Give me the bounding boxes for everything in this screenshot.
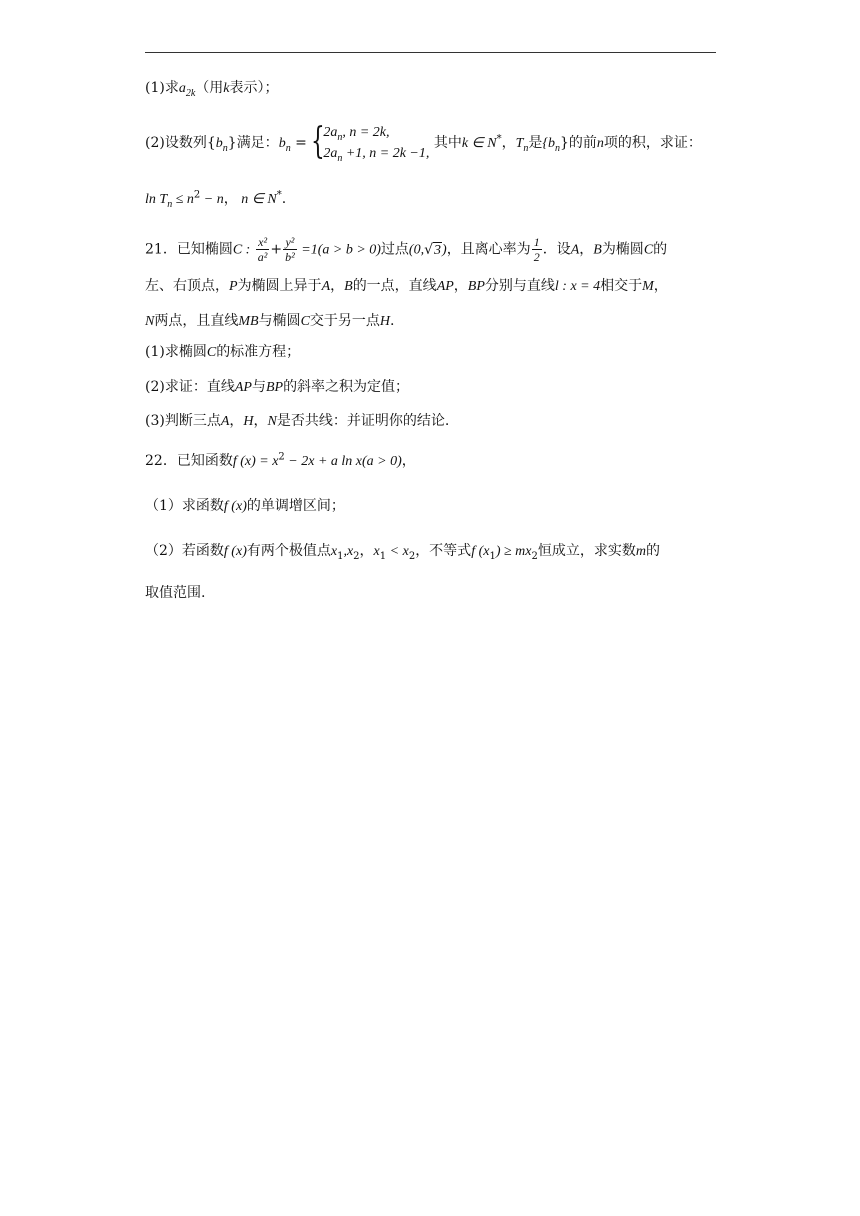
q22-part1: （1）求函数f (x)的单调增区间； bbox=[145, 498, 345, 514]
q20-inequality: $\ln T_n \le n^2 - n$， n ∈ N*. bbox=[145, 189, 287, 210]
q22-part2: （2）若函数f (x)有两个极值点$x_1,x_2$，$x_1 < x_2$，不等式f $(x_1) \ge mx_2$恒成立，求实数m的 bbox=[145, 543, 660, 562]
q21-part2: (2)求证：直线AP与BP的斜率之积为定值； bbox=[145, 379, 410, 395]
q22-part2-cont: 取值范围. bbox=[145, 585, 206, 601]
q22-line1: 22．已知函数f $(x) = x^2 - 2x + a$ ln x(a > 0)， bbox=[145, 451, 416, 469]
q20-part2: (2)设数列$\{b_n\}$满足：$b_n$ = { $2a_n$, n = 2k, $2a_n +1$, n = 2k −1, 其中k ∈ N*，$T_n$是$\{b_n\}$的前n项的积，求证： bbox=[145, 121, 702, 164]
q20-part1: (1)求$a_{2k}$（用k表示）； bbox=[145, 80, 279, 99]
q21-line3: N两点，且直线MB与椭圆C交于另一点H. bbox=[145, 313, 395, 329]
q21-part3: (3)判断三点A，H，N是否共线：并证明你的结论. bbox=[145, 413, 450, 429]
piecewise-definition: { $2a_n$, n = 2k, $2a_n +1$, n = 2k −1, bbox=[311, 121, 430, 164]
header-rule bbox=[145, 52, 716, 53]
q21-line1: 21．已知椭圆C : $\frac{\text{x²}}{\text{a²}}$ + $\frac{\text{y²}}{\text{b²}}$ =1(a > b > 0)过点(0,√3)，且离心率为 $\frac{1}{2}$ ．设A，B为椭圆C的 bbox=[145, 235, 668, 264]
q21-part1: (1)求椭圆C的标准方程； bbox=[145, 344, 301, 360]
q21-line2: 左、右顶点，P为椭圆上异于A，B的一点，直线AP，BP分别与直线l : x = 4相交于M， bbox=[145, 278, 668, 294]
